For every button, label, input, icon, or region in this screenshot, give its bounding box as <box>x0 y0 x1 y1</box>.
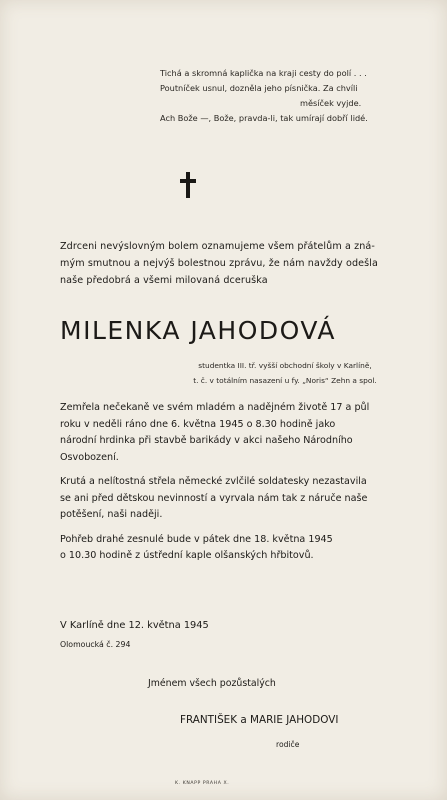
funeral-paragraph <box>60 532 400 565</box>
tribute-paragraph <box>60 474 400 524</box>
death-paragraph <box>60 400 400 466</box>
cross-icon <box>179 172 197 198</box>
address: Olomoucká č. 294 <box>60 640 131 649</box>
deceased-name: MILENKA JAHODOVÁ <box>60 316 336 345</box>
body-line: Pohřeb drahé zesnulé bude v pátek dne 18. května 1945 <box>60 533 333 545</box>
parents-names: FRANTIŠEK a MARIE JAHODOVI <box>180 714 339 726</box>
printer-mark: K. KNAPP PRAHA X. <box>175 781 230 786</box>
body-line: roku v neděli ráno dne 6. května 1945 o 8.30 hodině jako <box>60 418 336 430</box>
body-line: Osvobození. <box>60 451 119 463</box>
poem-line: Tichá a skromná kaplička na kraji cesty do polí . . . <box>160 68 367 78</box>
announcement-body <box>60 400 400 573</box>
place-date: V Karlíně dne 12. května 1945 <box>60 620 209 631</box>
body-line: potěšení, naši naději. <box>60 509 163 520</box>
poem-line: Poutníček usnul, dozněla jeho písnička. Za chvíli <box>160 83 358 93</box>
body-line: o 10.30 hodině z ústřední kaple olšanských hřbitovů. <box>60 550 314 561</box>
on-behalf-line: Jménem všech pozůstalých <box>148 678 276 689</box>
details-line: studentka III. tř. vyšší obchodní školy v Karlíně, <box>198 361 372 370</box>
poem-line: Ach Bože —, Bože, pravda-li, tak umírají dobří lidé. <box>160 113 368 123</box>
body-line: Krutá a nelítostná střela německé zvlčilé soldatesky nezastavila <box>60 476 367 487</box>
details-line: t. č. v totálním nasazení u fy. „Noris“ Zehn a spol. <box>193 376 377 385</box>
body-line: se ani před dětskou nevinností a vyrvala nám tak z náruče naše <box>60 492 368 504</box>
body-line: Zemřela nečekaně ve svém mladém a nadějném životě 17 a půl <box>60 402 370 413</box>
poem-line: měsíček vyjde. <box>300 98 362 108</box>
deceased-details <box>150 358 420 388</box>
body-line: národní hrdinka při stavbě barikády v akci našeho Národního <box>60 435 353 446</box>
intro-line: Zdrceni nevýslovným bolem oznamujeme všem přátelům a zná- <box>60 241 375 252</box>
intro-line: naše předobrá a všemi milovaná dceruška <box>60 275 268 286</box>
poem <box>160 66 400 126</box>
parents-role: rodiče <box>276 740 300 749</box>
intro-line: mým smutnou a nejvýš bolestnou zprávu, že nám navždy odešla <box>60 258 378 269</box>
announcement-intro <box>60 238 400 289</box>
